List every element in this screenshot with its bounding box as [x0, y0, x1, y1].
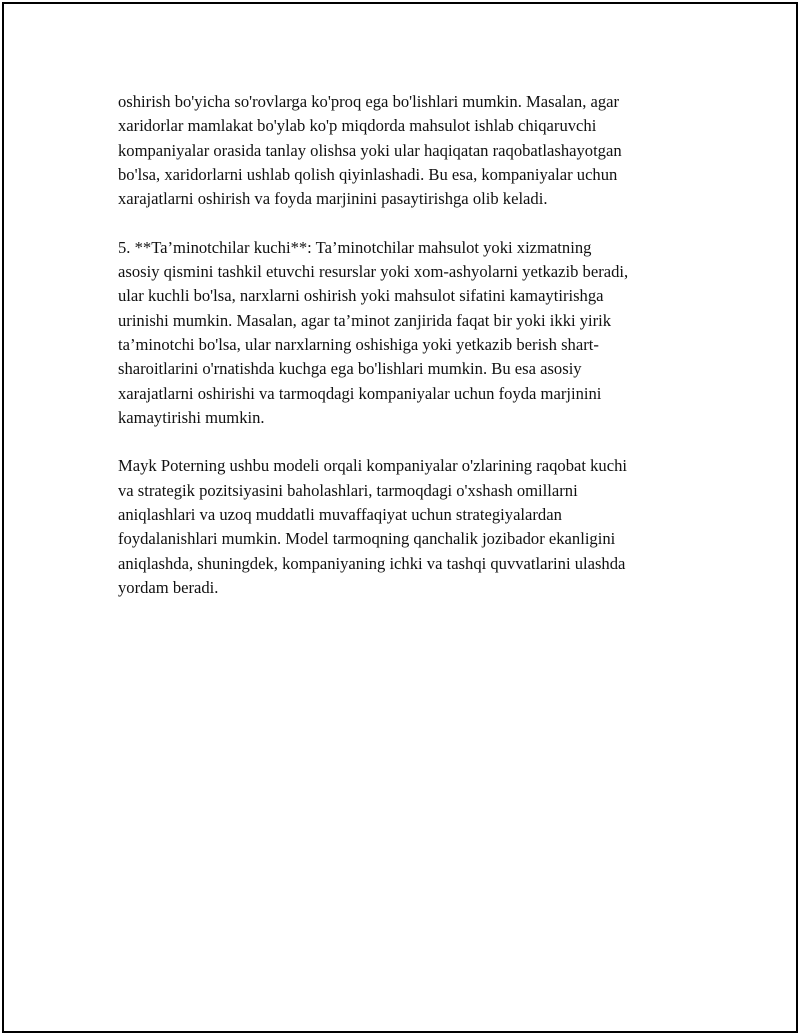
- paragraph-buyers-power-continued: oshirish bo'yicha so'rovlarga ko'proq ega bo'lishlari mumkin. Masalan, agar xaridorlar mamlakat bo'ylab ko'p miqdorda mahsulot ishlab chiqaruvchi kompaniyalar orasida tanlay olishsa yoki ular haqiqatan raqobatlashayotgan bo'lsa, xaridorlarni ushlab qolish qiyinlashadi. Bu esa, kompaniyalar uchun xarajatlarni oshirish va foyda marjinini pasaytirishga olib keladi.: [118, 92, 622, 209]
- paragraph-suppliers-power: 5. **Ta’minotchilar kuchi**: Ta’minotchilar mahsulot yoki xizmatning asosiy qismini tashkil etuvchi resurslar yoki xom-ashyolarni yetkazib beradi, ular kuchli bo'lsa, narxlarni oshirish yoki mahsulot sifatini kamaytirishga urinishi mumkin. Masalan, agar ta’minot zanjirida faqat bir yoki ikki yirik ta’minotchi bo'lsa, ular narxlarning oshishiga yoki yetkazib berish shart- sharoitlarini o'rnatishda kuchga ega bo'lishlari mumkin. Bu esa asosiy xarajatlarni oshirishi va tarmoqdagi kompaniyalar uchun foyda marjinini kamaytirishi mumkin.: [118, 237, 629, 427]
- document-body: [118, 90, 698, 625]
- paragraph-conclusion: Mayk Poterning ushbu modeli orqali kompaniyalar o'zlarining raqobat kuchi va strategik pozitsiyasini baholashlari, tarmoqdagi o'xshash omillarni aniqlashlari va uzoq muddatli muvaffaqiyat uchun strategiyalardan foydalanishlari mumkin. Model tarmoqning qanchalik jozibador ekanligini aniqlashda, shuningdek, kompaniyaning ichki va tashqi quvvatlarini ulashda yordam beradi.: [118, 456, 627, 597]
